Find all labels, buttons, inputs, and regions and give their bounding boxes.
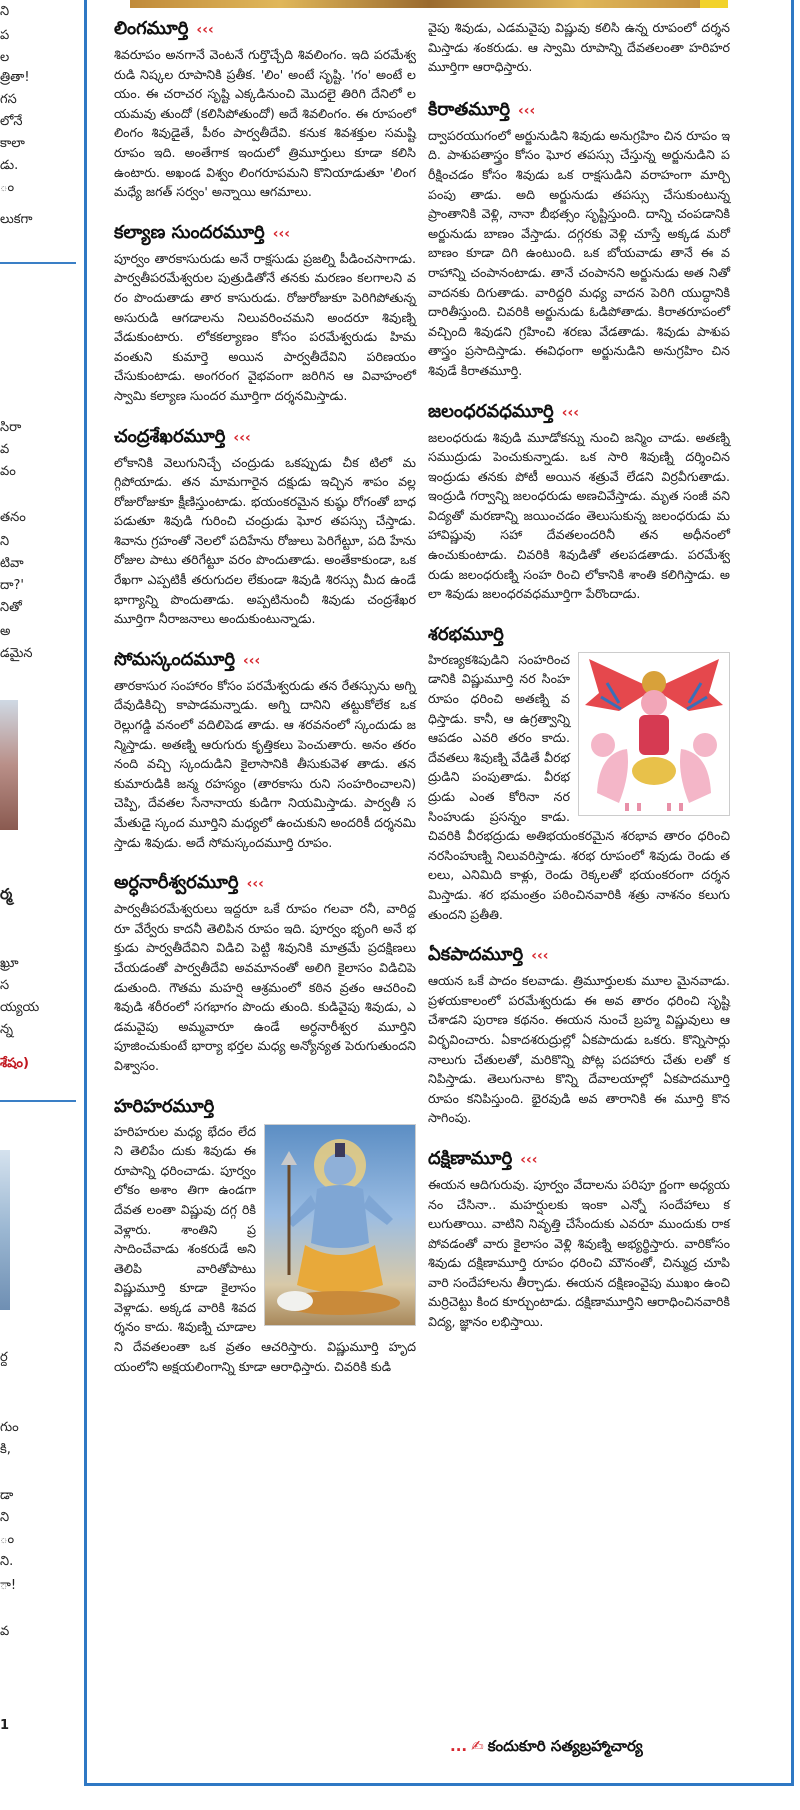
section-dakshina [428, 1148, 730, 1332]
section-title: కల్యాణ సుందరమూర్తి ‹‹‹ [114, 221, 291, 243]
section-body: జలంధరుడు శివుడి మూడోకన్ను నుంచి జన్మిం చాడు. అతణ్ని సముద్రుడు పెంచుకున్నాడు. ఒక సారి శివుణ్ని దర్శించిన ఇంద్రుడు తనకు పోటీ అయిన శత్రువే లేడని విర్రవీగుతాడు. ఇంద్రుడి గర్వాన్ని జలంధరుడు అణచివేస్తాడు. మృత సంజీ వని విద్యతో మరణాన్ని జయించడం తెలుసుకున్న జలంధరుడు మహావిష్ణువు సహా దేవతలందరినీ తన అధీనంలో ఉంచుకుంటాడు. చివరికి శివుడితో తలపడతాడు. పరమేశ్వరుడు జలంధరుణ్ని సంహ రించి లోకానికి శాంతి కలిగిస్తాడు. అలా శివుడు జలంధరవధమూర్తిగా పేరొందాడు. [428, 429, 730, 602]
fragment: ా! [0, 1578, 17, 1593]
section-body: తారకాసుర సంహారం కోసం పరమేశ్వరుడు తన రేతస్సును అగ్ని దేవుడికిచ్చి కాపాడమన్నాడు. అగ్ని దానిని తట్టుకోలేక ఒక రెల్లుగడ్డి వనంలో వదిలిపెడ తాడు. ఆ శరవనంలో స్కందుడు జన్మిస్తాడు. అతణ్ని ఆరుగురు కృత్తికలు పెంచుతారు. అనం తరం నంది వచ్చి స్కందుడిని కైలాసానికి తీసుకువెళ తాడు. తన కుమారుడికి జన్మ రహస్యం (తారకాసు రుని సంహరించాలని) చెప్పి, దేవతల సేనానాయ కుడిగా నియమిస్తాడు. పార్వతీ సమేతుడై స్కంద మూర్తిని మధ్యలో ఉంచుకుని అందరికీ దర్శనమి స్తాడు శివుడు. అదే సోమస్కందమూర్తి రూపం. [114, 677, 416, 850]
section-body: పార్వతీపరమేశ్వరులు ఇద్దరూ ఒకే రూపం గలవా రనీ, వారిద్దరూ వేర్వేరు కాదనీ తెలిపిన రూపం ఇది. పూర్వం భృంగి అనే భక్తుడు పార్వతీదేవిని విడిచి పెట్టి శివునికి మాత్రమే ప్రదక్షిణలు చేయడంతో పార్వతీదేవి అవమానంతో అలిగి కైలాసం విడిచిపె డుతుంది. గౌతమ మహర్షి ఆశ్రమంలో కఠిన వ్రతం ఆచరించి శివుడి శరీరంలో సగభాగం పొందు తుంది. కుడివైపు శివుడు, ఎడమవైపు అమ్మవారూ ఉండే అర్ధనారీశ్వర మూర్తిని పూజించుకుంటే భార్యా భర్తల మధ్య అన్యోన్యత పెరుగుతుందని విశ్వాసం. [114, 901, 416, 1073]
page-number: 1 [0, 1718, 10, 1733]
fragment: శేషం) [0, 1056, 29, 1071]
divider-rule [0, 262, 76, 264]
fragment: ల [0, 50, 10, 65]
section-body: పూర్వం తారకాసురుడు అనే రాక్షసుడు ప్రజల్ని పీడించసాగాడు. పార్వతీపరమేశ్వరుల పుత్రుడితోనే తనకు మరణం కలగాలని వరం పొందుతాడు తార కాసురుడు. రోజురోజుకూ పెరిగిపోతున్న అసురుడి ఆగడాలను నిలువరించమని అందరూ శివుణ్ని వేడుకుంటారు. లోకకల్యాణం కోసం పరమేశ్వరుడు హిమవంతుని కుమార్తె అయిన పార్వతీదేవిని పరిణయం చేసుకుంటాడు. అంగరంగ వైభవంగా జరిగిన ఆ వివాహంలో స్వామి కల్యాణ సుందర మూర్తిగా దర్శనమిస్తాడు. [114, 250, 416, 403]
fragment: వ [0, 1624, 10, 1639]
section-body: హిరణ్యకశిపుడిని సంహరించడానికి విష్ణుమూర్తి నర సింహ రూపం ధరించి అతణ్ని వధిస్తాడు. కానీ, ఆ ఉగ్రత్వాన్ని ఆపడం ఎవరి తరం కాదు. దేవతలు శివుణ్ని వేడితే వీరభద్రుడిని పంపుతాడు. వీరభ ద్రుడు ఎంత కోరినా నరసింహుడు ప్రసన్నం కాడు. చివరికి వీరభద్రుడు అతిభయంకరమైన శరభావ తారం ధరించి నరసింహుణ్ని నిలువరిస్తాడు. శరభ రూపంలో శివుడు రెండు తలలు, ఎనిమిది కాళ్లు, రెండు రెక్కలతో భయంకరంగా దర్శనమిస్తాడు. శర భమంత్రం పఠించినవారికి శత్రు నాశనం కలుగు తుందని ప్రతీతి. [428, 651, 730, 922]
divider-rule [0, 1100, 76, 1102]
deity-illustration-icon [265, 1125, 415, 1325]
section-ardhanarishvara [114, 872, 416, 1075]
fragment: ఖ్రూ [0, 956, 19, 971]
arrows-icon: ‹‹‹ [520, 1151, 538, 1168]
section-jalandhara [428, 401, 730, 604]
section-body: హరిహరుల మధ్య భేదం లేదని తెలిపేం దుకు శివుడు ఈ రూపాన్ని ధరించాడు. పూర్వం లోకం అశాం తిగా ఉండగా దేవత లంతా విష్ణువు దగ్గ రికి వెళ్లారు. శాంతిని ప్రసాదించేవాడు శంకరుడే అని తెలిపి వారితోపాటు విష్ణుమూర్తి కూడా కైలాసం వెళ్లాడు. అక్కడ వారికి శివదర్శనం కాదు. శివుణ్ని చూడాలని దేవతలంతా ఒక వ్రతం ఆచరిస్తారు. విష్ణుమూర్తి హృదయంలోని అక్షయలింగాన్ని కూడా ఆరాధిస్తారు. చివరికి కుడి [114, 1123, 416, 1374]
fragment: ప [0, 28, 10, 43]
section-body: లోకానికి వెలుగునిచ్చే చంద్రుడు ఒకప్పుడు చీక టిలో మగ్గిపోయాడు. తన మామగారైన దక్షుడు ఇచ్చిన శాపం వల్ల రోజురోజుకూ క్షీణిస్తుంటాడు. భయంకరమైన కుష్ఠు రోగంతో బాధపడుతూ శివుడి గురించి చంద్రుడు ఘోర తపస్సు చేస్తాడు. శివాను గ్రహంతో నెలలో పదిహేను రోజులు పెరిగేట్టూ, పది హేను రోజుల పాటు తరిగేట్టూ వరం పొందుతాడు. అంతేకాకుండా, ఒక రేఖగా ఎప్పటికీ తరుగుదల లేకుండా శివుడి శిరస్సు మీద ఉండే భాగ్యాన్ని పొందుతాడు. అప్పటినుంచీ శివుడు చంద్రశేఖర మూర్తిగా నీరాజనాలు అందుకుంటున్నాడు. [114, 454, 416, 627]
fragment: ని [0, 1510, 10, 1525]
section-title: దక్షిణామూర్తి ‹‹‹ [428, 1147, 538, 1169]
fragment: డు. [0, 158, 19, 173]
fragment: స [0, 978, 10, 993]
fragment: వం [0, 464, 16, 479]
section-title: సోమస్కందమూర్తి ‹‹‹ [114, 648, 261, 670]
fragment: కి, [0, 1442, 11, 1457]
fragment: అ [0, 624, 11, 639]
section-ekapada [428, 944, 730, 1128]
fragment: గుం [0, 1420, 19, 1435]
section-title: హరిహరమూర్తి [114, 1095, 215, 1117]
fragment: ం [0, 1532, 15, 1547]
section-body: ద్వాపరయుగంలో అర్జునుడిని శివుడు అనుగ్రహిం చిన రూపం ఇది. పాశుపతాస్త్రం కోసం ఘోర తపస్సు చేస్తున్న అర్జునుడిని పరీక్షించడం కోసం శివుడు ఒక రాక్షసుడిని వరాహంగా మార్చి పంపు తాడు. అది అర్జునుడు తపస్సు చేసుకుంటున్న ప్రాంతానికి వెళ్లి, నానా బీభత్సం సృష్టిస్తుంది. దాన్ని చంపడానికి అర్జునుడు బాణం వేస్తాడు. దగ్గరకు వెళ్లి చూస్తే అక్కడ మరో బాణం కూడా దిగి ఉంటుంది. ఒక బోయవాడు తానే ఈ వరాహాన్ని చంపానంటాడు. తానే చంపానని అర్జునుడు అత నితో వాదనకు దిగుతాడు. వారిద్దరి మధ్య వాదన పెరిగి యుద్ధానికి దారితీస్తుంది. చివరికి అర్జునుడు ఓడిపోతాడు. కిరాతరూపంలో వచ్చింది శివుడని గ్రహించి శరణు వేడతాడు. శివుడు పాశుపతాస్త్రం ప్రసాదిస్తాడు. ఈవిధంగా అర్జునుడిని అనుగ్రహిం చిన శివుడే కిరాతమూర్తి. [428, 127, 730, 378]
harihara-illustration [264, 1124, 416, 1326]
section-title: శరభమూర్తి [428, 623, 504, 645]
arrows-icon: ‹‹‹ [243, 652, 261, 669]
author-byline [450, 1737, 730, 1759]
fragment: డా [0, 1488, 14, 1503]
arrows-icon: ‹‹‹ [196, 22, 214, 38]
byline-dots: ... [450, 1737, 468, 1755]
section-kalyanasundara [114, 222, 416, 406]
adjacent-photo [0, 700, 18, 830]
section-body: ఈయన ఆదిగురువు. పూర్వం వేదాలను పరిపూ ర్ణంగా అధ్యయనం చేసినా.. మహర్షులకు ఇంకా ఎన్నో సందేహాలు కలుగుతాయి. వాటిని నివృత్తి చేసేందుకు ఎవరూ ముందుకు రాకపోవడంతో వారు కైలాసం వెళ్లి శివుణ్ని అభ్యర్థిస్తారు. వారికోసం శివుడు దక్షిణామూర్తి రూపం ధరించి మౌనంతో, చిన్ముద్ర చూపి వారి సందేహాలను తీర్చాడు. ఈయన దక్షిణంవైపు ముఖం ఉంచి మర్రిచెట్టు కింద కూర్చుంటాడు. దక్షిణామూర్తిని ఆరాధించినవారికి విద్య, జ్ఞానం లభిస్తాయి. [428, 1176, 730, 1330]
fragment: ర్ద [0, 1350, 8, 1365]
adjacent-photo [0, 1150, 10, 1310]
section-title: చంద్రశేఖరమూర్తి ‹‹‹ [114, 425, 251, 447]
fragment: ని [0, 4, 10, 19]
sharabha-illustration [578, 652, 730, 816]
arrows-icon: ‹‹‹ [561, 404, 579, 421]
section-body: శివరూపం అనగానే వెంటనే గుర్తొచ్చేది శివలింగం. ఇది పరమేశ్వరుడి నిష్కల రూపానికి ప్రతీక. 'లిం' అంటే సృష్టి. 'గం' అంటే లయం. ఈ చరాచర సృష్టి ఎక్కడినుంచి మొదలై తిరిగి దేనిలో లయమవు తుందో (కలిసిపోతుందో) అదే శివలింగం. ఈ రూపంలో లింగం శివుడైతే, పీఠం పార్వతీదేవి. కనుక శివశక్తుల సమష్టి రూపం ఇది. అంతేగాక ఇందులో త్రిమూర్తులు కూడా కలిసి ఉంటారు. అఖండ విశ్వం లింగరూపమని కొనియాడుతూ 'లింగమధ్యే జగత్ సర్వం' అన్నాయి ఆగమాలు. [114, 47, 416, 200]
section-somaskanda [114, 649, 416, 852]
fragment: ం [0, 180, 15, 195]
top-banner-accent [700, 0, 728, 8]
fragment: డమైన [0, 646, 33, 661]
section-title: లింగమూర్తి ‹‹‹ [114, 18, 214, 39]
fragment: నితో [0, 600, 22, 615]
section-chandrasekhara [114, 426, 416, 629]
arrows-icon: ‹‹‹ [233, 429, 251, 446]
fragment: కాలా [0, 136, 25, 151]
section-body: ఆయన ఒకే పాదం కలవాడు. త్రిమూర్తులకు మూల మైనవాడు. ప్రళయకాలంలో పరమేశ్వరుడు ఈ అవ తారం ధరించి సృష్టి చేశాడని పురాణ కథనం. ఈయన నుంచే బ్రహ్మ విష్ణువులు ఆవిర్భవించారు. ఏకాదశరుద్రుల్లో ఏకపాదుడు ఒకరు. కొన్నిసార్లు నాలుగు చేతులతో, మరికొన్ని పోట్ల పదహారు చేతు లతో కనిపిస్తాడు. తెలుగునాట కొన్ని దేవాలయాల్లో ఏకపాదమూర్తి రూపం కనిపిస్తుంది. భైరవుడి అవ తారానికి ఈ మూర్తి కొనసాగింపు. [428, 973, 730, 1126]
sharabha-figure-icon [579, 653, 729, 815]
section-title: ఏకపాదమూర్తి ‹‹‹ [428, 944, 549, 966]
section-kirata [428, 99, 730, 381]
section-title: అర్ధనారీశ్వరమూర్తి ‹‹‹ [114, 872, 264, 894]
author-name: కందుకూరి సత్యబ్రహ్మాచార్య [487, 1737, 643, 1755]
fragment: ర్మ [0, 885, 13, 903]
section-title: జలంధరవధమూర్తి ‹‹‹ [428, 400, 579, 422]
fragment: వ [0, 442, 10, 457]
fragment: టివా [0, 556, 24, 571]
fragment: సిరా [0, 420, 22, 435]
fragment: త్రితా! [0, 70, 30, 85]
section-title: కిరాతమూర్తి ‹‹‹ [428, 98, 536, 120]
section-harihara [114, 1096, 416, 1377]
pen-icon: ✍ [471, 1737, 484, 1755]
arrows-icon: ‹‹‹ [531, 948, 549, 965]
fragment: గస [0, 92, 17, 107]
section-lingamurthy [114, 18, 416, 202]
fragment: య్యయ [0, 1000, 40, 1015]
fragment: లోనే [0, 114, 23, 129]
arrows-icon: ‹‹‹ [518, 102, 536, 119]
arrows-icon: ‹‹‹ [246, 876, 264, 893]
section-sharabha [428, 624, 730, 924]
article-column-right [428, 18, 730, 1352]
fragment: ని [0, 534, 10, 549]
article-column-left [114, 18, 416, 1396]
harihara-continued: వైపు శివుడు, ఎడమవైపు విష్ణువు కలిసి ఉన్న రూపంలో దర్శనమిస్తాడు శంకరుడు. ఆ స్వామి రూపాన్ని దేవతలంతా హరిహరమూర్తిగా ఆరాధిస్తారు. [428, 20, 730, 75]
fragment: తనం [0, 510, 26, 525]
adjacent-column-strip [0, 0, 76, 1810]
fragment: ని. [0, 1554, 14, 1569]
arrows-icon: ‹‹‹ [272, 225, 291, 242]
fragment: దా?' [0, 578, 24, 593]
fragment: లుకగా [0, 212, 33, 227]
top-banner-strip [130, 0, 728, 8]
fragment: న్న [0, 1022, 13, 1037]
